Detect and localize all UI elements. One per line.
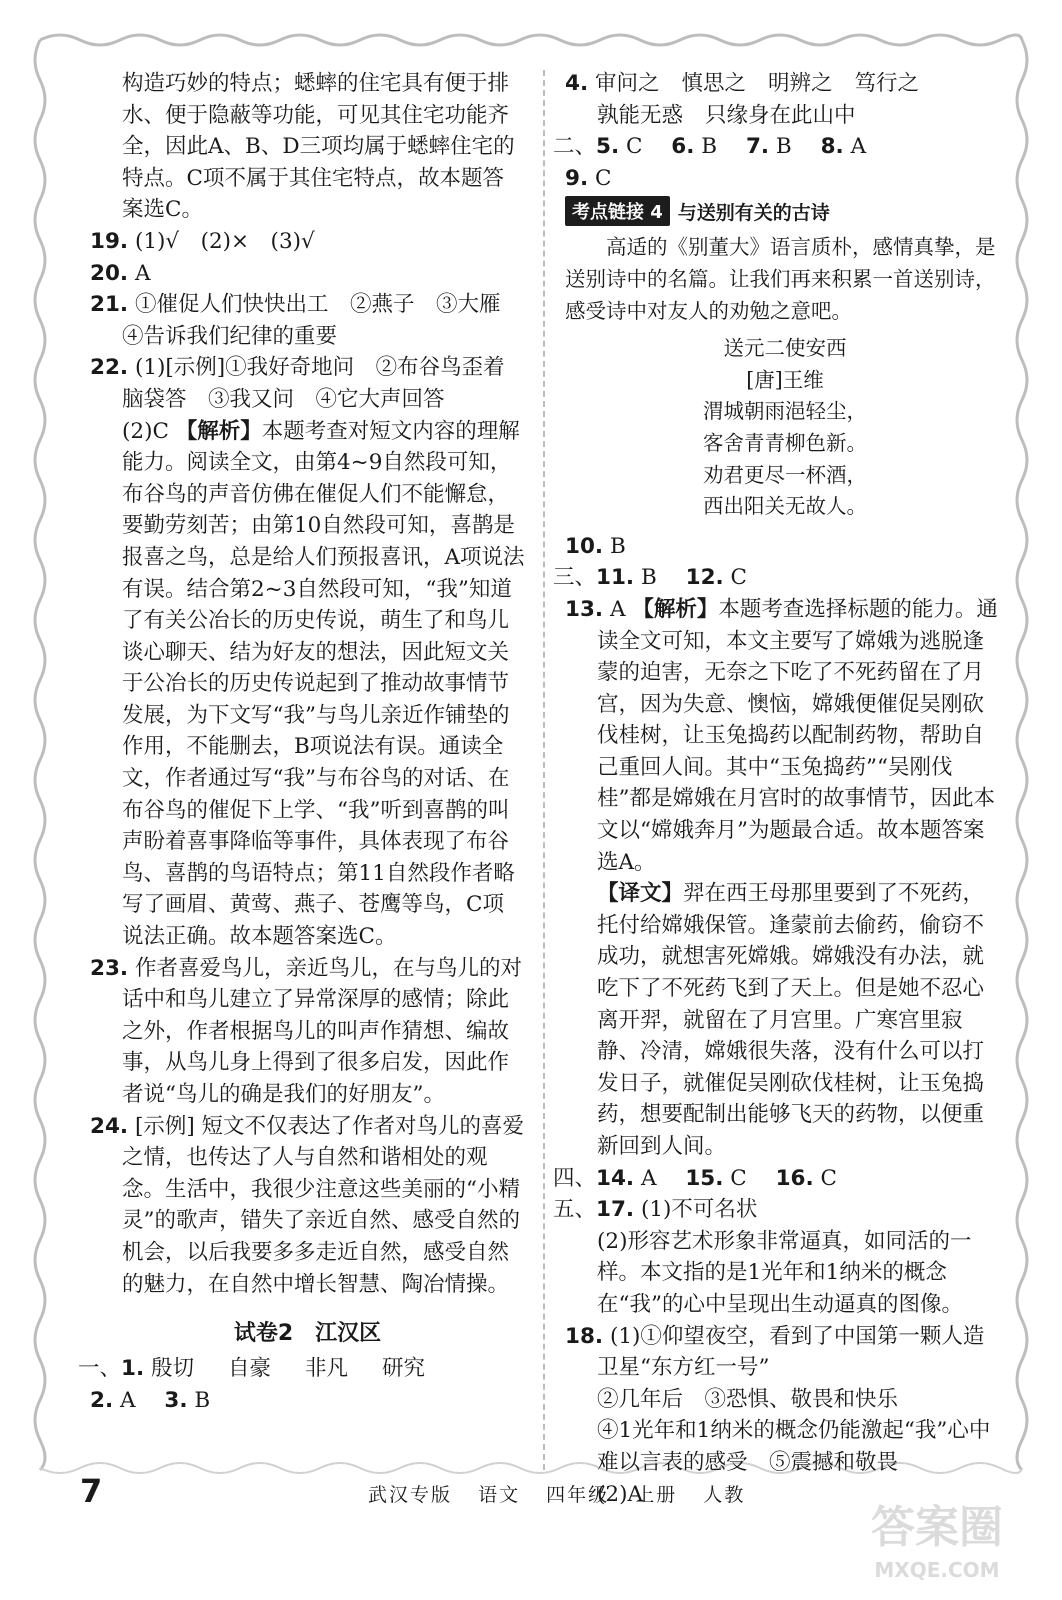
poem-title: 送元二使安西 bbox=[723, 336, 847, 361]
q15-answer: C bbox=[730, 1165, 747, 1191]
q17-prefix: 五、 bbox=[553, 1197, 597, 1223]
q18-line1: (1)①仰望夜空，看到了中国第一颗人造卫星“东方红一号” bbox=[597, 1323, 985, 1381]
q4-phrase: 审问之 bbox=[594, 71, 660, 96]
q18-part1 bbox=[565, 1321, 1005, 1384]
s2-q1-word: 自豪 bbox=[228, 1356, 272, 1382]
q4 bbox=[565, 68, 1005, 131]
q20-number: 20. bbox=[90, 260, 129, 286]
volume: 上册 bbox=[635, 1484, 678, 1506]
left-column bbox=[78, 68, 525, 1416]
q23-number: 23. bbox=[90, 955, 129, 981]
subject: 语文 bbox=[478, 1484, 521, 1506]
watermark-logo bbox=[842, 1492, 1032, 1587]
q13-translation bbox=[565, 878, 1005, 1162]
q4-number: 4. bbox=[565, 71, 589, 96]
s2-q3-number: 3. bbox=[164, 1387, 188, 1413]
exam-point-tag: 考点链接 4 bbox=[565, 196, 670, 226]
s2-q1 bbox=[78, 1353, 525, 1385]
q16-answer: C bbox=[820, 1165, 837, 1191]
q18-number: 18. bbox=[565, 1323, 604, 1349]
q14-number: 14. bbox=[596, 1165, 635, 1191]
poem-line: 客舍青青柳色新。 bbox=[703, 430, 867, 455]
q10-number: 10. bbox=[565, 533, 604, 559]
q17-number: 17. bbox=[596, 1197, 635, 1223]
right-column bbox=[553, 68, 1005, 1510]
q5-prefix: 二、 bbox=[553, 134, 597, 160]
q18-line2: ②几年后 ③恐惧、敬畏和快乐 bbox=[597, 1386, 899, 1412]
q9-number: 9. bbox=[565, 165, 589, 191]
q22-analysis: 本题考查对短文内容的理解能力。阅读全文，由第4~9自然段可知，布谷鸟的声音仿佛在催促人们不能懈怠，要勤劳刻苦；由第10自然段可知，喜鹊是报喜之鸟，总是给人们预报喜讯，A项说法有误。结合第2~3自然段可知，“我”知道了有关公冶长的历史传说，萌生了和鸟儿谈心聊天、结为好友的想法，因此短文关于公冶长的历史传说起到了推动故事情节发展，为下文写“我”与鸟儿亲近作铺垫的作用，不能删去，B项说法有误。通读全文，作者通过写“我”与布谷鸟的对话、在布谷鸟的催促下上学、“我”听到喜鹊的叫声盼着喜事降临等事件，具体表现了布谷鸟、喜鹊的鸟语特点；第11自然段作者略写了画眉、黄莺、燕子、苍鹰等鸟，C项说法正确。故本题答案选C。 bbox=[122, 418, 525, 950]
q22-part2-answer: (2)C bbox=[122, 418, 169, 444]
q15-number: 15. bbox=[685, 1165, 724, 1191]
q16-number: 16. bbox=[775, 1165, 814, 1191]
q14-q16 bbox=[553, 1163, 1005, 1195]
poem bbox=[565, 333, 1005, 523]
q19 bbox=[90, 226, 525, 258]
q13-number: 13. bbox=[565, 596, 604, 622]
q18-continuation: 构造巧妙的特点；蟋蟀的住宅具有便于排水、便于隐蔽等功能，可见其住宅功能齐全，因此A、B、D三项均属于蟋蟀住宅的特点。C项不属于其住宅特点，故本题答案选C。 bbox=[122, 71, 515, 223]
q13-analysis: 本题考查选择标题的能力。通读全文可知，本文主要写了嫦娥为逃脱逢蒙的迫害，无奈之下吃了不死药留在了月宫，因为失意、懊恼，嫦娥便催促吴刚砍伐桂树，让玉兔捣药以配制药物，帮助自己重回人间。其中“玉兔捣药”“吴刚伐桂”都是嫦娥在月宫时的故事情节，因此本文以“嫦娥奔月”为题最合适。故本题答案选A。 bbox=[597, 596, 998, 875]
q21-number: 21. bbox=[90, 292, 129, 318]
poem-line: 渭城朝雨浥轻尘， bbox=[703, 399, 867, 424]
q4-phrase: 孰能无惑 bbox=[597, 102, 684, 128]
q11-number: 11. bbox=[596, 565, 635, 591]
analysis-label: 【解析】 bbox=[175, 418, 262, 444]
q18-line4: (2)A bbox=[597, 1481, 643, 1507]
translation-label: 【译文】 bbox=[597, 881, 684, 907]
s2-q1-word: 研究 bbox=[382, 1356, 426, 1382]
q6-answer: B bbox=[701, 134, 718, 160]
q5-answer: C bbox=[626, 134, 643, 160]
s2-q1-word: 殷切 bbox=[151, 1356, 195, 1382]
book-info bbox=[368, 1480, 763, 1507]
q10-answer: B bbox=[609, 533, 626, 559]
s2-q2-q3 bbox=[90, 1385, 525, 1417]
poem-line: 劝君更尽一杯酒， bbox=[703, 462, 867, 487]
q21 bbox=[90, 289, 525, 352]
poem-author: [唐]王维 bbox=[746, 367, 824, 392]
q10 bbox=[565, 531, 1005, 563]
q23 bbox=[90, 953, 525, 1111]
exam-point-link bbox=[565, 196, 1005, 226]
exam-point-title: 与送别有关的古诗 bbox=[677, 201, 830, 224]
poem-line: 西出阳关无故人。 bbox=[703, 494, 867, 519]
watermark-text: 答案圈 bbox=[871, 1502, 1003, 1553]
q20 bbox=[90, 258, 525, 290]
s2-q2-number: 2. bbox=[90, 1387, 114, 1413]
q7-number: 7. bbox=[745, 134, 770, 160]
q24 bbox=[90, 1111, 525, 1301]
s2-q1-prefix: 一、 bbox=[78, 1356, 122, 1382]
q22-number: 22. bbox=[90, 355, 129, 381]
q9-answer: C bbox=[594, 165, 612, 191]
q8-answer: A bbox=[850, 134, 867, 160]
q8-number: 8. bbox=[820, 134, 844, 160]
q11-answer: B bbox=[640, 565, 657, 591]
q12-answer: C bbox=[730, 565, 747, 591]
q4-phrase: 只缘身在此山中 bbox=[705, 102, 856, 128]
section-title: 试卷2 江汉区 bbox=[233, 1321, 382, 1347]
q13-answer: A bbox=[609, 596, 626, 622]
q22-part1-answer: (1)[示例]①我好奇地问 ②布谷鸟歪着脑袋答 ③我又问 ④它大声回答 bbox=[122, 355, 505, 412]
q23-answer: 作者喜爱鸟儿，亲近鸟儿，在与鸟儿的对话中和鸟儿建立了异常深厚的感情；除此之外，作者根据鸟儿的叫声作猜想、编故事，从鸟儿身上得到了很多启发，因此作者说“鸟儿的确是我们的好朋友”。 bbox=[122, 955, 522, 1107]
q4-phrase: 慎思之 bbox=[681, 71, 747, 96]
q20-answer: A bbox=[134, 260, 151, 286]
q5-number: 5. bbox=[596, 134, 620, 160]
publisher: 人教 bbox=[703, 1484, 746, 1506]
q11-prefix: 三、 bbox=[553, 565, 597, 591]
q13 bbox=[565, 594, 1005, 878]
q22-part1 bbox=[90, 352, 525, 415]
s2-q1-number: 1. bbox=[121, 1356, 145, 1382]
q18-line3: ④1光年和1纳米的概念仍能激起“我”心中难以言表的感受 ⑤震撼和敬畏 bbox=[597, 1418, 991, 1475]
s2-q2-answer: A bbox=[119, 1387, 136, 1413]
q14-answer: A bbox=[640, 1165, 657, 1191]
q24-answer: [示例] 短文不仅表达了作者对鸟儿的喜爱之情，也传达了人与自然和谐相处的观念。生活中，我很少注意这些美丽的“小精灵”的歌声，错失了亲近自然、感受自然的机会，以后我要多多走近自然，感受自然的魅力，在自然中增长智慧、陶冶情操。 bbox=[122, 1113, 525, 1297]
q14-prefix: 四、 bbox=[553, 1165, 597, 1191]
q6-number: 6. bbox=[671, 134, 695, 160]
q17-part1 bbox=[553, 1194, 1005, 1226]
q19-number: 19. bbox=[90, 228, 129, 254]
q13-translation-text: 羿在西王母那里要到了不死药，托付给嫦娥保管。逢蒙前去偷药，偷窃不成功，就想害死嫦娥。嫦娥没有办法，就吃下了不死药飞到了天上。但是她不忍心离开羿，就留在了月宫里。广寒宫里寂静、冷清，嫦娥很失落，没有什么可以打发日子，就催促吴刚砍伐桂树，让玉兔捣药，想要配制出能够飞天的药物，以便重新回到人间。 bbox=[597, 881, 985, 1159]
q24-number: 24. bbox=[90, 1113, 129, 1139]
link-intro: 高适的《别董大》语言质朴，感情真挚，是送别诗中的名篇。让我们再来积累一首送别诗，感受诗中对友人的劝勉之意吧。 bbox=[565, 235, 996, 323]
column-divider bbox=[543, 70, 545, 1470]
q19-answer: (1)√ (2)× (3)√ bbox=[134, 228, 315, 254]
s2-q3-answer: B bbox=[194, 1387, 211, 1413]
q17-part2: (2)形容艺术形象非常逼真，如同活的一样。本文指的是1光年和1纳米的概念在“我”的心中呈现出生动逼真的图像。 bbox=[597, 1228, 972, 1317]
q17-part1-answer: (1)不可名状 bbox=[640, 1197, 758, 1223]
watermark-url: MXQE.COM bbox=[874, 1558, 1000, 1582]
page-number: 7 bbox=[80, 1472, 103, 1510]
edition: 武汉专版 bbox=[368, 1484, 453, 1506]
q11-q12 bbox=[553, 562, 1005, 594]
q7-answer: B bbox=[775, 134, 792, 160]
q12-number: 12. bbox=[685, 565, 724, 591]
q21-answer: ①催促人们快快出工 ②燕子 ③大雁 ④告诉我们纪律的重要 bbox=[122, 292, 522, 349]
s2-q1-word: 非凡 bbox=[305, 1356, 349, 1382]
analysis-label: 【解析】 bbox=[632, 596, 719, 622]
q9 bbox=[565, 163, 1005, 195]
q5-q8 bbox=[553, 131, 1005, 163]
q4-phrase: 笃行之 bbox=[854, 71, 920, 96]
q4-phrase: 明辨之 bbox=[768, 71, 833, 96]
q22-part2 bbox=[90, 416, 525, 953]
grade: 四年级 bbox=[546, 1484, 610, 1506]
